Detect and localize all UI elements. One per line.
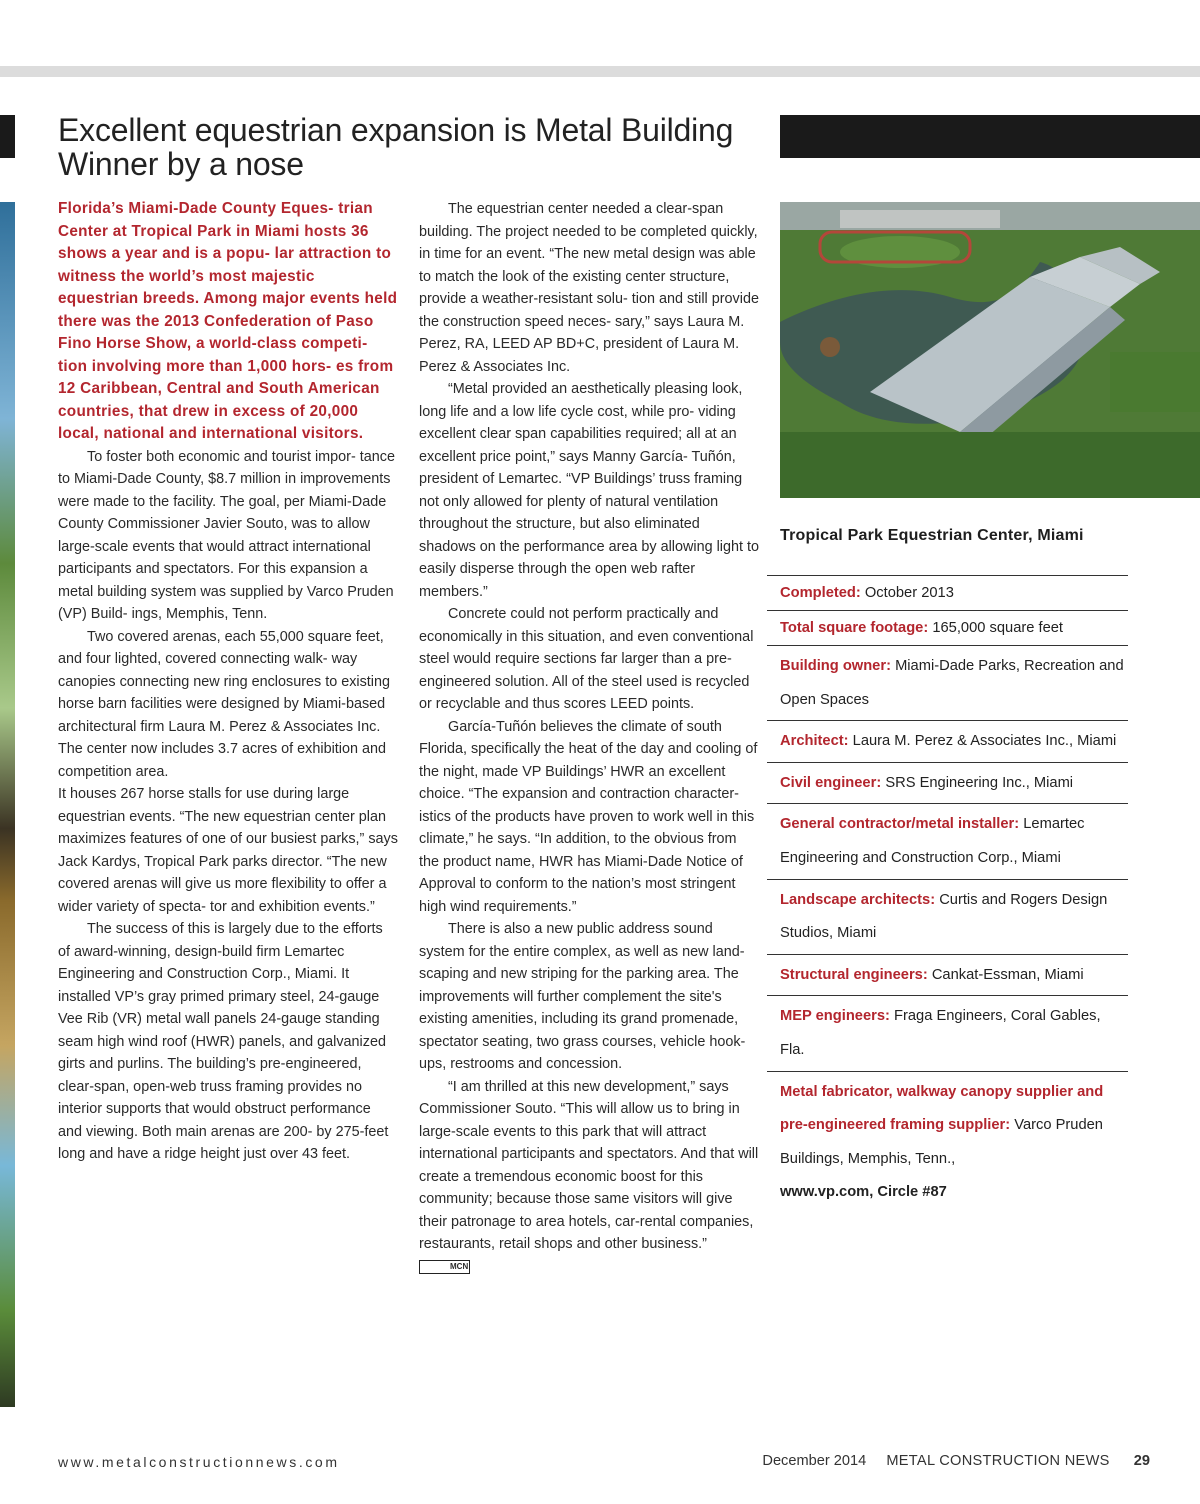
body-paragraph: “Metal provided an aesthetically pleasing look, long life and a low life cycle cost, while pro- viding excellent clear span capabilities required; all at an excellent price point,” says Manny García- Tuñón, president of Lemartec. “VP Buildings’ truss framing not only allowed for plenty of natural ventilation throughout the structure, but also eliminated shadows on the performance area by allowing light to easily disperse through the open web rafter members.” xyxy=(419,381,759,600)
spec-building-owner: Building owner: Miami-Dade Parks, Recreation and Open Spaces xyxy=(767,645,1128,720)
body-paragraph: The equestrian center needed a clear-span building. The project needed to be completed quickly, in time for an event. “The new metal design was able to match the look of the existing center structure, provide a weather-resistant solu- tion and still provide the construction speed neces- sary,” says Laura M. Perez, RA, LEED AP BD+C, president of Laura M. Perez & Associates Inc. xyxy=(419,201,759,375)
top-gray-bar xyxy=(0,66,1200,77)
footer-info xyxy=(762,1453,1150,1469)
footer-publication: METAL CONSTRUCTION NEWS xyxy=(886,1453,1110,1469)
lead-paragraph: Florida’s Miami-Dade County Eques- trian Center at Tropical Park in Miami hosts 36 shows a year and is a popu- lar attraction to witness the world’s most majestic equestrian breeds. Among major events held there was the 2013 Confederation of Paso Fino Horse Show, a world-class competi- tion involving more than 1,000 hors- es from 12 Caribbean, Central and South American countries, that drew in excess of 20,000 local, national and international visitors. xyxy=(58,200,398,442)
project-specs xyxy=(767,575,1128,1213)
body-paragraph: It houses 267 horse stalls for use during large equestrian events. “The new equestrian center plan maximizes features of one of our busiest parks,” says Jack Kardys, Tropical Park parks director. “The new covered arenas will give us more flexibility to offer a wider variety of specta- tor and exhibition events.” xyxy=(58,786,398,915)
body-paragraph: García-Tuñón believes the climate of south Florida, specifically the heat of the day and cooling of the night, made VP Buildings’ HWR an excellent choice. “The expansion and contraction character- istics of the products have proven to work well in this climate,” he says. “In addition, to the obvious from the product name, HWR has Miami-Dade Notice of Approval to conform to the nation’s most stringent high wind requirements.” xyxy=(419,718,758,915)
section-bar-right xyxy=(780,115,1200,158)
spec-civil-engineer: Civil engineer: SRS Engineering Inc., Miami xyxy=(767,762,1128,804)
spec-structural-engineers: Structural engineers: Cankat-Essman, Miami xyxy=(767,954,1128,996)
spec-completed: Completed: October 2013 xyxy=(767,575,1128,610)
page-number: 29 xyxy=(1133,1453,1150,1469)
footer-date: December 2014 xyxy=(762,1453,867,1469)
body-paragraph: Two covered arenas, each 55,000 square feet, and four lighted, covered connecting walk- way canopies connecting new ring enclosures to existing horse barn facilities were designed by Miami-based architectural firm Laura M. Perez & Associates Inc. The center now includes 3.7 acres of exhibition and competition area. xyxy=(58,628,390,780)
spec-metal-fabricator: Metal fabricator, walkway canopy supplier and pre-engineered framing supplier: Varco Pruden Buildings, Memphis, Tenn., www.vp.com, Circle #87 xyxy=(767,1071,1128,1213)
sidebar-title: Tropical Park Equestrian Center, Miami xyxy=(780,527,1084,544)
closing-paragraph-text: “I am thrilled at this new development,” says Commissioner Souto. “This will allow us to bring in large-scale events to this park that will attract international participants and spectators. And that will create a tremendous economic boost for this community; because those same visitors will give their patronage to area hotels, car-rental companies, restaurants, retail shops and other business.” xyxy=(419,1078,759,1252)
body-paragraph: The success of this is largely due to the efforts of award-winning, design-build firm Lemartec Engineering and Construction Corp., Miami. It installed VP’s gray primed primary steel, 24-gauge Vee Rib (VR) metal wall panels 24-gauge standing seam high wind roof (HWR) panels, and galvanized girts and purlins. The building’s pre-engineered, clear-span, open-web truss framing provides no interior supports that would obstruct performance and viewing. Both main arenas are 200- by 275-feet long and have a ridge height just over 43 feet. xyxy=(58,921,389,1162)
body-paragraph: To foster both economic and tourist impor- tance to Miami-Dade County, $8.7 million in improvements were made to the facility. The goal, per Miami-Dade County Commissioner Javier Souto, was to allow large-scale events that would attract international participants and spectators. For this expansion a metal building system was supplied by Varco Pruden (VP) Build- ings, Memphis, Tenn. xyxy=(58,448,395,622)
supplier-url: www.vp.com, Circle #87 xyxy=(780,1184,947,1201)
section-tab-left xyxy=(0,115,15,158)
spec-mep-engineers: MEP engineers: Fraga Engineers, Coral Gables, Fla. xyxy=(767,995,1128,1070)
aerial-photo xyxy=(780,202,1200,498)
end-mark-logo: MCN xyxy=(419,1260,470,1274)
body-paragraph: Concrete could not perform practically and economically in this situation, and even conventional steel would require sections far larger than a pre- engineered solution. All of the steel used is recycled or recyclable and thus scores LEED points. xyxy=(419,606,754,712)
article-column-1 xyxy=(58,198,398,1166)
spec-architect: Architect: Laura M. Perez & Associates Inc., Miami xyxy=(767,720,1128,762)
article-column-2 xyxy=(419,198,759,1278)
spec-landscape-architects: Landscape architects: Curtis and Rogers Design Studios, Miami xyxy=(767,879,1128,954)
article-headline: Excellent equestrian expansion is Metal Building Winner by a nose xyxy=(58,112,734,182)
body-paragraph: There is also a new public address sound system for the entire complex, as well as new land- scaping and new striping for the parking area. The improvements will further complement the site's existing amenities, including its grand promenade, spectator seating, two grass courses, vehicle hook- ups, restrooms and concession. xyxy=(419,921,746,1072)
spec-square-footage: Total square footage: 165,000 square feet xyxy=(767,610,1128,645)
body-paragraph xyxy=(419,1076,759,1279)
aerial-photo-illustration xyxy=(780,202,1200,498)
facing-page-photo-edge xyxy=(0,202,15,1407)
footer-website: www.metalconstructionnews.com xyxy=(58,1454,340,1470)
spec-general-contractor: General contractor/metal installer: Lemartec Engineering and Construction Corp., Miami xyxy=(767,803,1128,878)
